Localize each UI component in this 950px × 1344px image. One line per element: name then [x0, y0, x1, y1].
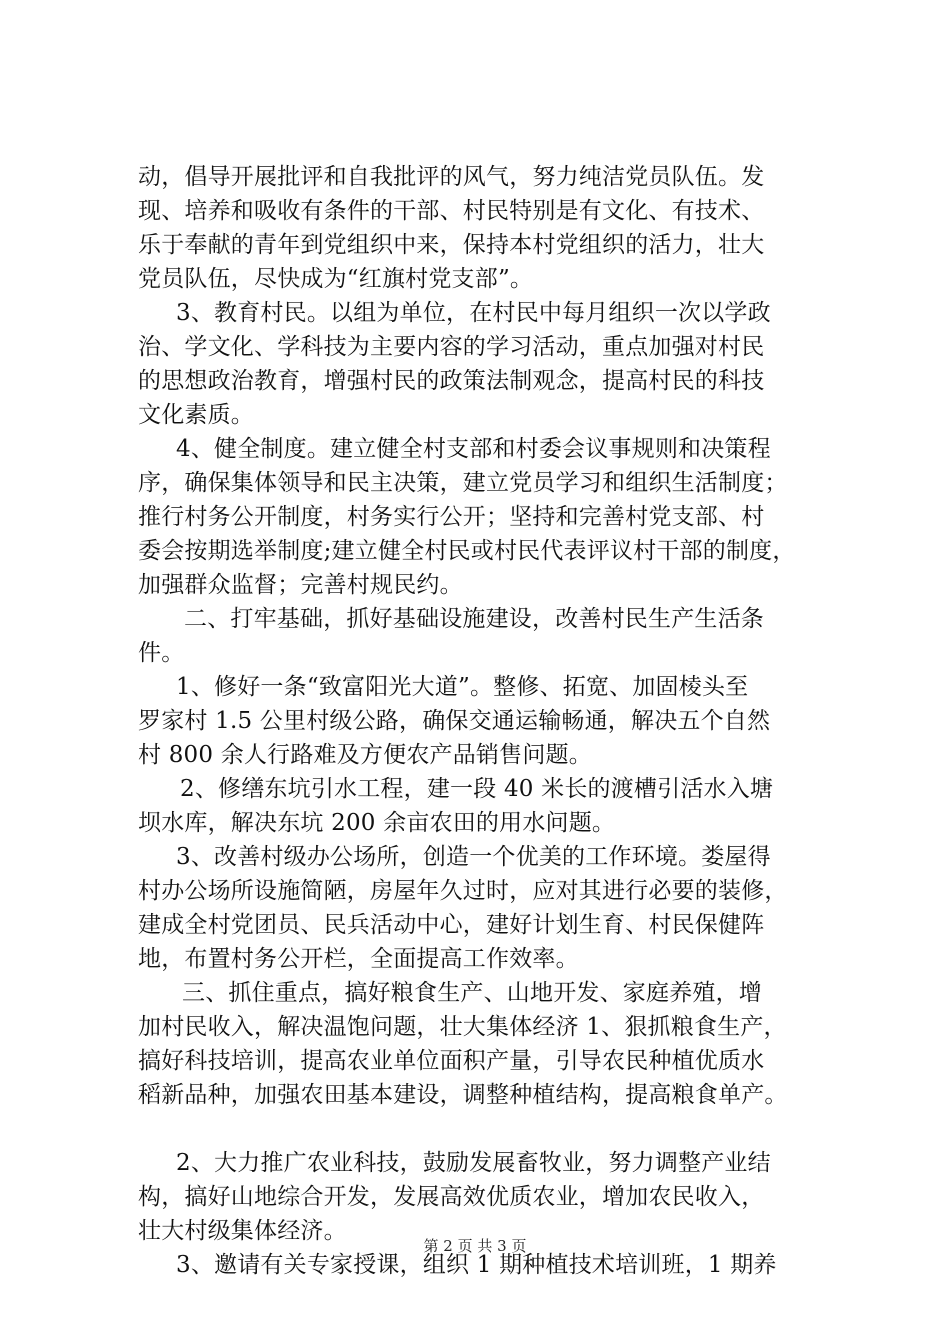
text-line: 推行村务公开制度，村务实行公开；坚持和完善村党支部、村 — [138, 504, 765, 530]
document-body — [138, 160, 854, 1282]
text-line: 3、改善村级办公场所，创造一个优美的工作环境。娄屋得 — [176, 844, 771, 870]
text-line: 二、打牢基础，抓好基础设施建设，改善村民生产生活条 — [184, 606, 764, 632]
text-line: 现、培养和吸收有条件的干部、村民特别是有文化、有技术、 — [138, 198, 765, 224]
text-line: 委会按期选举制度;建立健全村民或村民代表评议村干部的制度， — [138, 538, 796, 564]
text-line: 地，布置村务公开栏，全面提高工作效率。 — [138, 946, 579, 972]
text-line: 搞好科技培训，提高农业单位面积产量，引导农民种植优质水 — [138, 1048, 765, 1074]
text-line: 件。 — [138, 640, 185, 666]
text-line: 4、健全制度。建立健全村支部和村委会议事规则和决策程 — [176, 436, 771, 462]
text-line: 的思想政治教育，增强村民的政策法制观念，提高村民的科技 — [138, 368, 765, 394]
text-line: 3、教育村民。以组为单位，在村民中每月组织一次以学政 — [176, 300, 771, 326]
text-line: 文化素质。 — [138, 402, 254, 428]
text-line: 村办公场所设施简陋，房屋年久过时，应对其进行必要的装修， — [138, 878, 788, 904]
text-line: 序，确保集体领导和民主决策，建立党员学习和组织生活制度； — [138, 470, 788, 496]
text-line: 坝水库，解决东坑 200 余亩农田的用水问题。 — [138, 810, 616, 836]
text-line: 2、修缮东坑引水工程，建一段 40 米长的渡槽引活水入塘 — [180, 776, 774, 802]
text-line: 动，倡导开展批评和自我批评的风气，努力纯洁党员队伍。发 — [138, 164, 765, 190]
text-line: 罗家村 1.5 公里村级公路，确保交通运输畅通，解决五个自然 — [138, 708, 771, 734]
text-line: 建成全村党团员、民兵活动中心，建好计划生育、村民保健阵 — [138, 912, 765, 938]
text-line: 加村民收入，解决温饱问题，壮大集体经济 1、狠抓粮食生产， — [138, 1014, 787, 1040]
text-line: 加强群众监督；完善村规民约。 — [138, 572, 463, 598]
text-line: 治、学文化、学科技为主要内容的学习活动，重点加强对村民 — [138, 334, 765, 360]
text-line: 3、邀请有关专家授课，组织 1 期种植技术培训班，1 期养 — [176, 1252, 777, 1278]
text-line: 乐于奉献的青年到党组织中来，保持本村党组织的活力，壮大 — [138, 232, 765, 258]
page-footer: 第 2 页 共 3 页 — [423, 1237, 527, 1255]
text-line: 1、修好一条“致富阳光大道”。整修、拓宽、加固棱头至 — [176, 674, 749, 700]
text-line: 党员队伍，尽快成为“红旗村党支部”。 — [138, 266, 534, 292]
text-line: 村 800 余人行路难及方便农产品销售问题。 — [138, 742, 592, 768]
text-line: 稻新品种，加强农田基本建设，调整种植结构，提高粮食单产。 — [138, 1082, 788, 1108]
text-line: 壮大村级集体经济。 — [138, 1218, 347, 1244]
blank-line — [138, 1112, 854, 1146]
text-line: 三、抓住重点，搞好粮食生产、山地开发、家庭养殖，增 — [182, 980, 762, 1006]
text-line: 2、大力推广农业科技，鼓励发展畜牧业，努力调整产业结 — [176, 1150, 771, 1176]
text-line: 构，搞好山地综合开发，发展高效优质农业，增加农民收入， — [138, 1184, 765, 1210]
